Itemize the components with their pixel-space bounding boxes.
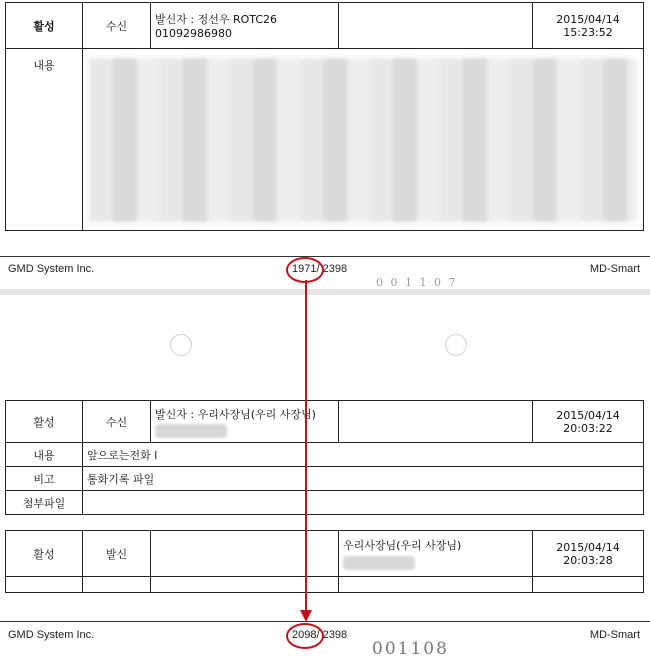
direction-cell: 수신 — [83, 3, 151, 49]
page-top-company: GMD System Inc. — [8, 263, 95, 275]
page-top-total: / 2398 — [316, 263, 348, 275]
page-bottom-company: GMD System Inc. — [8, 629, 95, 641]
sender-phone: 01092986980 — [155, 27, 232, 40]
page-top-stamp: 0 0 1 1 0 7 — [376, 276, 458, 289]
page-top-brand: MD-Smart — [589, 263, 640, 275]
receiver-name: 우리사장님(우리 사장님) — [343, 539, 462, 552]
direction-cell: 발신 — [83, 531, 151, 577]
page-bottom-stamp: 001108 — [372, 639, 449, 659]
attachment-label: 첨부파일 — [6, 491, 83, 515]
status-cell: 활성 — [6, 3, 83, 49]
direction-cell: 수신 — [83, 401, 151, 443]
status-cell: 활성 — [6, 401, 83, 443]
datetime-cell: 2015/04/14 15:23:52 — [533, 3, 644, 49]
sender-name: 발신자 : 정선우 ROTC26 — [155, 13, 278, 26]
datetime-cell: 2015/04/14 20:03:22 — [533, 401, 644, 443]
arrow-head — [300, 610, 312, 622]
content-label: 내용 — [6, 443, 83, 467]
page-bottom-total: / 2398 — [316, 629, 348, 641]
datetime-cell: 2015/04/14 20:03:28 — [533, 531, 644, 577]
status-cell: 활성 — [6, 531, 83, 577]
page-top-current: 1971 — [292, 263, 317, 275]
page-bottom-current: 2098 — [292, 629, 317, 641]
content-label: 내용 — [6, 49, 83, 231]
sender-name: 발신자 : 우리사장님(우리 사장님) — [155, 407, 316, 421]
note-label: 비고 — [6, 467, 83, 491]
note-cell: 통화기록 파일 — [83, 467, 644, 491]
content-cell: 앞으로는전화 l — [83, 443, 644, 467]
page-bottom-brand: MD-Smart — [589, 629, 640, 641]
